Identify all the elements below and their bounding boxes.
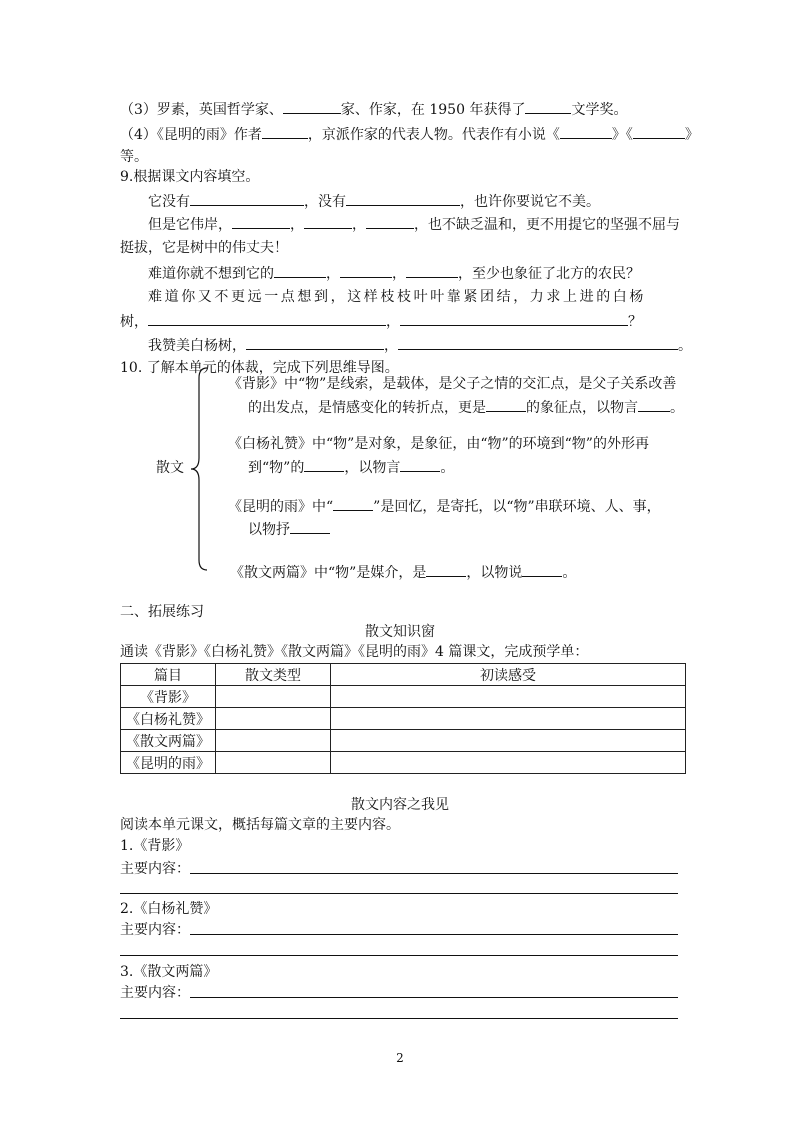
blank[interactable] <box>400 311 628 326</box>
summary-item-label: 主要内容： <box>120 922 190 938</box>
blank[interactable] <box>148 311 386 326</box>
blank[interactable] <box>246 335 384 350</box>
q8-item-4: （4）《昆明的雨》作者 ，京派作家的代表人物。代表作有小说《 》《 》 <box>120 124 699 145</box>
blank[interactable] <box>190 191 304 206</box>
table-header: 散文类型 <box>216 664 331 686</box>
table-row <box>121 730 686 752</box>
table-row <box>121 686 686 708</box>
content-intro: 阅读本单元课文，概括每篇文章的主要内容。 <box>120 817 400 833</box>
table-cell-input[interactable] <box>331 708 686 730</box>
table-row <box>121 752 686 774</box>
q9-paragraph-3: 难道你就不想到它的 ， ， ，至少也象征了北方的农民？ <box>148 263 640 284</box>
table-header: 初读感受 <box>331 664 686 686</box>
table-cell-input[interactable] <box>216 708 331 730</box>
answer-line[interactable] <box>120 893 678 894</box>
blank[interactable] <box>398 335 678 350</box>
q8-item-3: （3）罗素，英国哲学家、 家、作家，在 1950 年获得了 文学奖。 <box>120 99 627 120</box>
table-cell-input[interactable] <box>216 752 331 774</box>
blank[interactable] <box>346 191 460 206</box>
blank[interactable] <box>406 263 458 278</box>
q10-title: 10. 了解本单元的体裁，完成下列思维导图。 <box>120 360 399 376</box>
table-cell-input[interactable] <box>331 686 686 708</box>
table-header-row <box>121 664 686 686</box>
summary-item-title: 1.《背影》 <box>120 838 190 854</box>
blank[interactable] <box>304 214 352 229</box>
blank[interactable] <box>304 457 344 472</box>
blank[interactable] <box>400 457 440 472</box>
answer-line[interactable] <box>120 1018 678 1019</box>
blank[interactable] <box>283 99 341 114</box>
answer-line[interactable] <box>190 997 678 998</box>
table-cell-title: 《散文两篇》 <box>121 730 216 752</box>
table-cell-input[interactable] <box>216 730 331 752</box>
blank[interactable] <box>426 562 466 577</box>
blank[interactable] <box>340 263 392 278</box>
q9-paragraph-2-cont: 挺拔，它是树中的伟丈夫！ <box>120 240 288 256</box>
mindmap-branch-beiying-line-2: 的出发点，是情感变化的转折点，更是 的象征点，以物言 。 <box>248 397 684 418</box>
content-section-title: 散文内容之我见 <box>351 797 449 813</box>
summary-item-label: 主要内容： <box>120 861 190 877</box>
blank[interactable] <box>262 124 308 139</box>
summary-item-title: 2.《白杨礼赞》 <box>120 901 218 917</box>
q9-paragraph-2: 但是它伟岸， ， ， ，也不缺乏温和，更不用提它的坚强不屈与 <box>148 214 680 235</box>
mindmap-brace <box>190 366 208 572</box>
blank[interactable] <box>525 99 571 114</box>
q8-item-4-cont: 等。 <box>120 149 148 165</box>
table-cell-input[interactable] <box>331 730 686 752</box>
mindmap-branch-beiying-line-1: 《背影》中“物”是线索，是载体，是父子之情的交汇点，是父子关系改善 <box>228 376 677 392</box>
blank[interactable] <box>633 124 685 139</box>
summary-item-label: 主要内容： <box>120 985 190 1001</box>
q9-paragraph-4-cont: 树， ， ？ <box>120 311 642 332</box>
page-number: 2 <box>396 1051 404 1065</box>
answer-line[interactable] <box>190 934 678 935</box>
q9-paragraph-5: 我赞美白杨树， ， 。 <box>148 335 692 356</box>
section-2-title: 二、拓展练习 <box>120 604 204 620</box>
table-cell-title: 《背影》 <box>121 686 216 708</box>
mindmap-branch-kunming-line-2: 以物抒 <box>248 519 330 540</box>
table-cell-title: 《昆明的雨》 <box>121 752 216 774</box>
blank[interactable] <box>232 214 290 229</box>
blank[interactable] <box>486 397 526 412</box>
answer-line[interactable] <box>120 955 678 956</box>
q9-title: 9.根据课文内容填空。 <box>120 169 260 185</box>
table-cell-input[interactable] <box>331 752 686 774</box>
table-row <box>121 708 686 730</box>
knowledge-box-title: 散文知识窗 <box>365 624 435 640</box>
summary-item-title: 3.《散文两篇》 <box>120 964 218 980</box>
mindmap-branch-baiyang-line-2: 到“物”的 ，以物言 。 <box>248 457 454 478</box>
table-cell-title: 《白杨礼赞》 <box>121 708 216 730</box>
blank[interactable] <box>366 214 414 229</box>
blank[interactable] <box>274 263 326 278</box>
mindmap-root: 散文 <box>156 460 184 476</box>
mindmap-branch-baiyang-line-1: 《白杨礼赞》中“物”是对象，是象征，由“物”的环境到“物”的外形再 <box>228 436 649 452</box>
mindmap-branch-sanwen-liangpian: 《散文两篇》中“物”是媒介，是 ，以物说 。 <box>230 562 576 583</box>
table-header: 篇目 <box>121 664 216 686</box>
blank[interactable] <box>333 496 373 511</box>
table-intro: 通读《背影》《白杨礼赞》《散文两篇》《昆明的雨》4 篇课文，完成预学单： <box>120 644 589 660</box>
mindmap-branch-kunming-line-1: 《昆明的雨》中“ ”是回忆，是寄托，以“物”串联环境、人、事， <box>228 496 661 517</box>
table-cell-input[interactable] <box>216 686 331 708</box>
blank[interactable] <box>290 519 330 534</box>
q9-paragraph-4: 难道你又不更远一点想到，这样枝枝叶叶靠紧团结，力求上进的白杨 <box>148 289 646 305</box>
answer-line[interactable] <box>190 873 678 874</box>
blank[interactable] <box>638 397 670 412</box>
preview-table <box>120 663 686 774</box>
blank[interactable] <box>522 562 562 577</box>
blank[interactable] <box>560 124 612 139</box>
q9-paragraph-1: 它没有 ，没有 ，也许你要说它不美。 <box>148 191 600 212</box>
